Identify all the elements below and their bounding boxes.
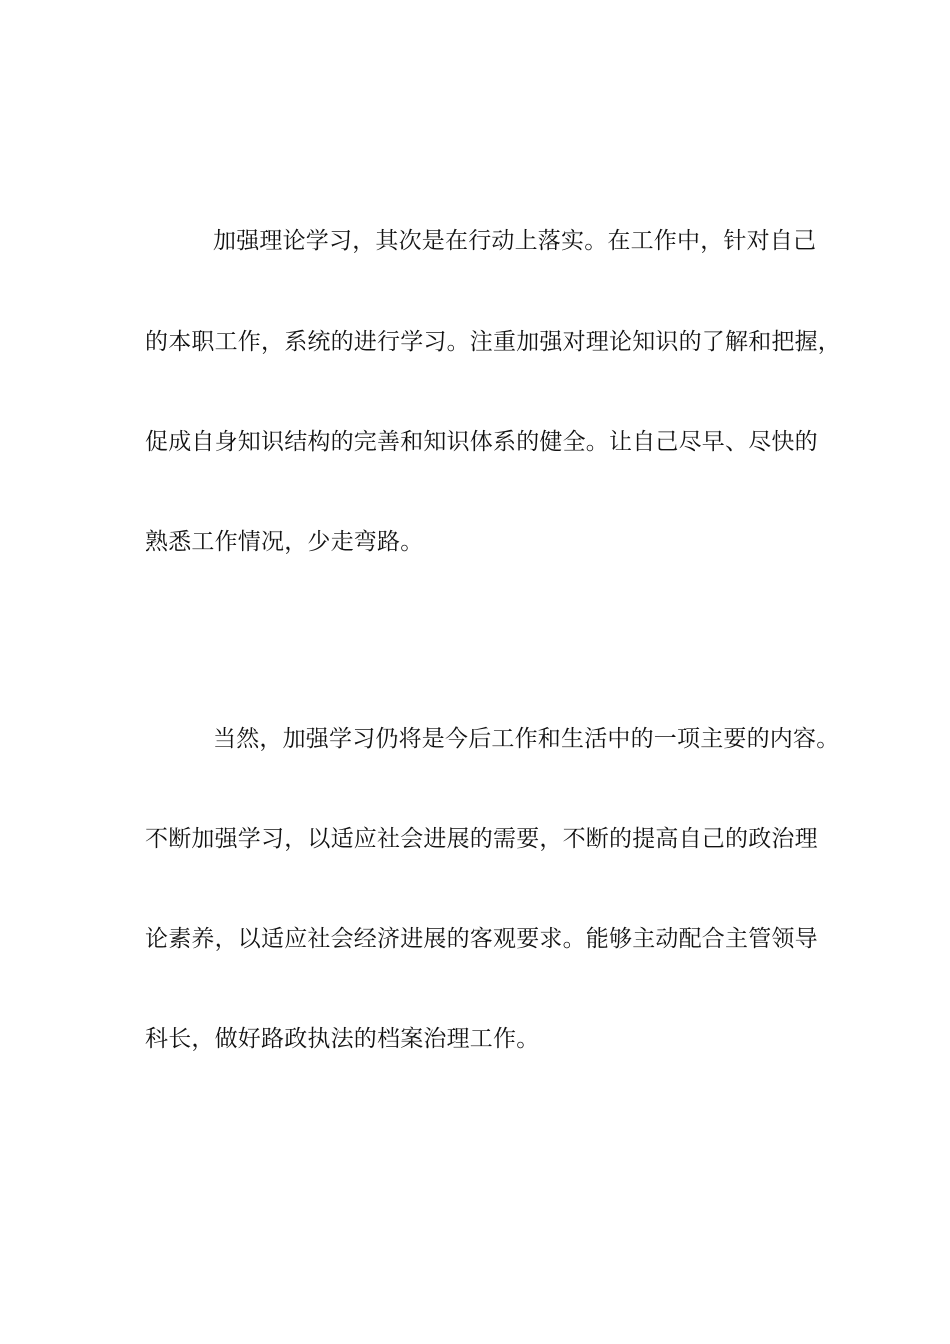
paragraph-line: 科长，做好路政执法的档案治理工作。 <box>145 1026 540 1052</box>
paragraph-line: 当然，加强学习仍将是今后工作和生活中的一项主要的内容。 <box>213 726 840 752</box>
paragraph-line: 加强理论学习，其次是在行动上落实。在工作中，针对自己 <box>213 228 817 254</box>
paragraph-line: 促成自身知识结构的完善和知识体系的健全。让自己尽早、尽快的 <box>145 429 818 455</box>
paragraph-line: 论素养，以适应社会经济进展的客观要求。能够主动配合主管领导 <box>145 926 818 952</box>
paragraph-line: 的本职工作，系统的进行学习。注重加强对理论知识的了解和把握， <box>145 329 841 355</box>
paragraph-line: 熟悉工作情况，少走弯路。 <box>145 529 424 555</box>
paragraph-line: 不断加强学习，以适应社会进展的需要，不断的提高自己的政治理 <box>145 826 818 852</box>
